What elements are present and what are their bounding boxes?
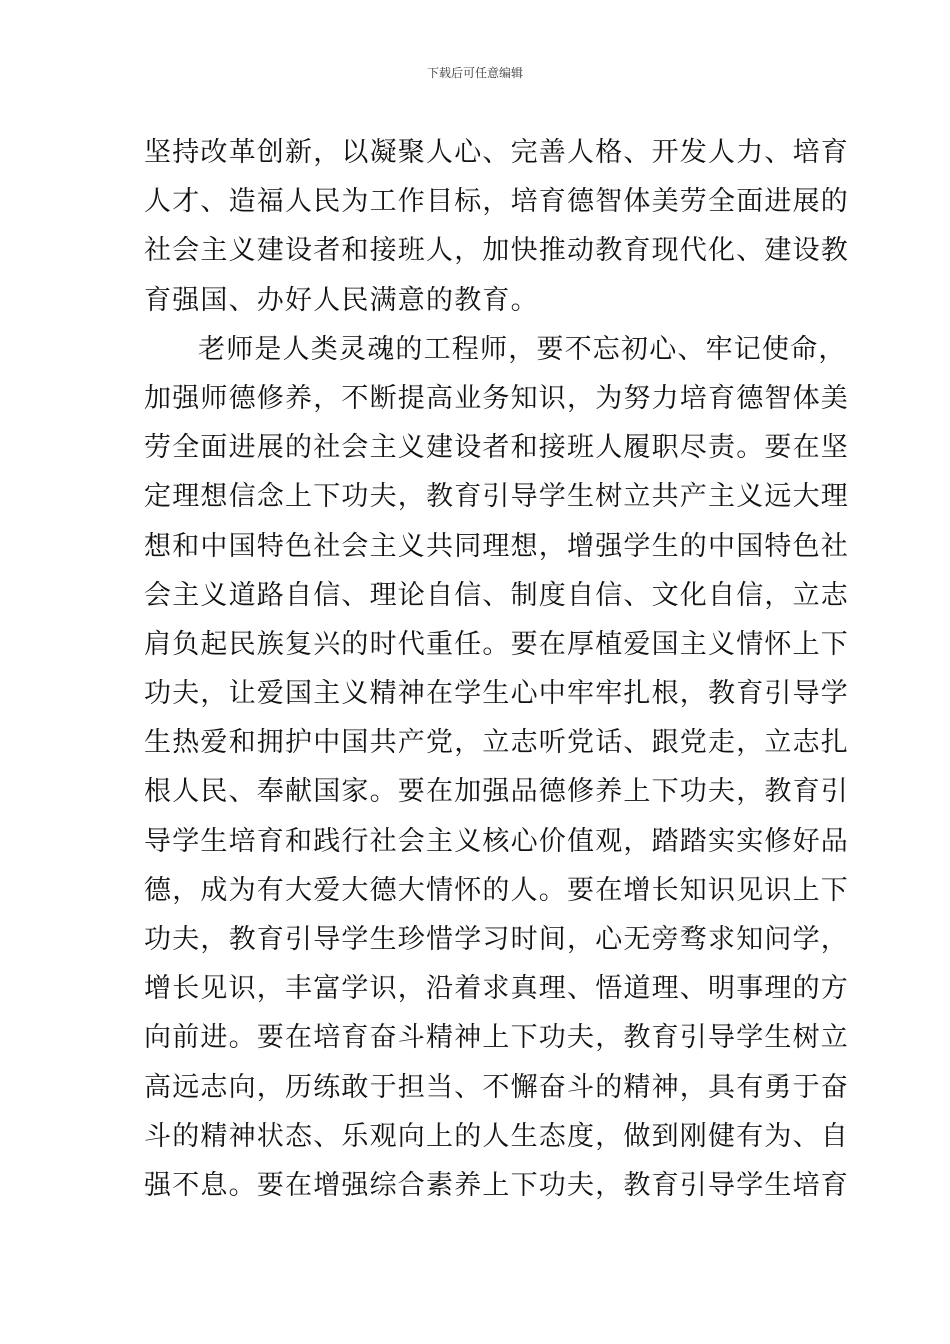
paragraph — [144, 128, 849, 325]
text-line: 斗的精神状态、乐观向上的人生态度，做到刚健有为、自 — [144, 1120, 849, 1152]
text-line: 会主义道路自信、理论自信、制度自信、文化自信，立志 — [144, 579, 849, 611]
text-line: 强不息。要在增强综合素养上下功夫，教育引导学生培育 — [144, 1169, 849, 1201]
text-line: 高远志向，历练敢于担当、不懈奋斗的精神，具有勇于奋 — [144, 1071, 849, 1103]
text-line: 老师是人类灵魂的工程师，要不忘初心、牢记使命， — [198, 333, 847, 365]
paragraph — [144, 325, 849, 1210]
text-line: 导学生培育和践行社会主义核心价值观，踏踏实实修好品 — [144, 825, 849, 857]
text-line: 向前进。要在培育奋斗精神上下功夫，教育引导学生树立 — [144, 1022, 849, 1054]
text-line: 加强师德修养，不断提高业务知识，为努力培育德智体美 — [144, 382, 849, 414]
text-line: 根人民、奉献国家。要在加强品德修养上下功夫，教育引 — [144, 776, 849, 808]
text-line: 生热爱和拥护中国共产党，立志听党话、跟党走，立志扎 — [144, 727, 849, 759]
text-line: 功夫，让爱国主义精神在学生心中牢牢扎根，教育引导学 — [144, 678, 849, 710]
text-line: 劳全面进展的社会主义建设者和接班人履职尽责。要在坚 — [144, 432, 849, 464]
page-header: 下载后可任意编辑 — [426, 66, 523, 80]
text-line: 功夫，教育引导学生珍惜学习时间，心无旁骛求知问学， — [144, 924, 849, 955]
text-line: 人才、造福人民为工作目标，培育德智体美劳全面进展的 — [144, 186, 849, 218]
text-line: 育强国、办好人民满意的教育。 — [144, 284, 539, 316]
text-line: 坚持改革创新，以凝聚人心、完善人格、开发人力、培育 — [144, 137, 849, 168]
text-line: 增长见识，丰富学识，沿着求真理、悟道理、明事理的方 — [144, 973, 849, 1005]
text-line: 德，成为有大爱大德大情怀的人。要在增长知识见识上下 — [144, 874, 849, 906]
body-text — [144, 128, 849, 1210]
text-line: 想和中国特色社会主义共同理想，增强学生的中国特色社 — [144, 530, 849, 562]
text-line: 社会主义建设者和接班人，加快推动教育现代化、建设教 — [144, 235, 849, 267]
text-line: 定理想信念上下功夫，教育引导学生树立共产主义远大理 — [144, 481, 849, 513]
text-line: 肩负起民族复兴的时代重任。要在厚植爱国主义情怀上下 — [144, 628, 849, 660]
